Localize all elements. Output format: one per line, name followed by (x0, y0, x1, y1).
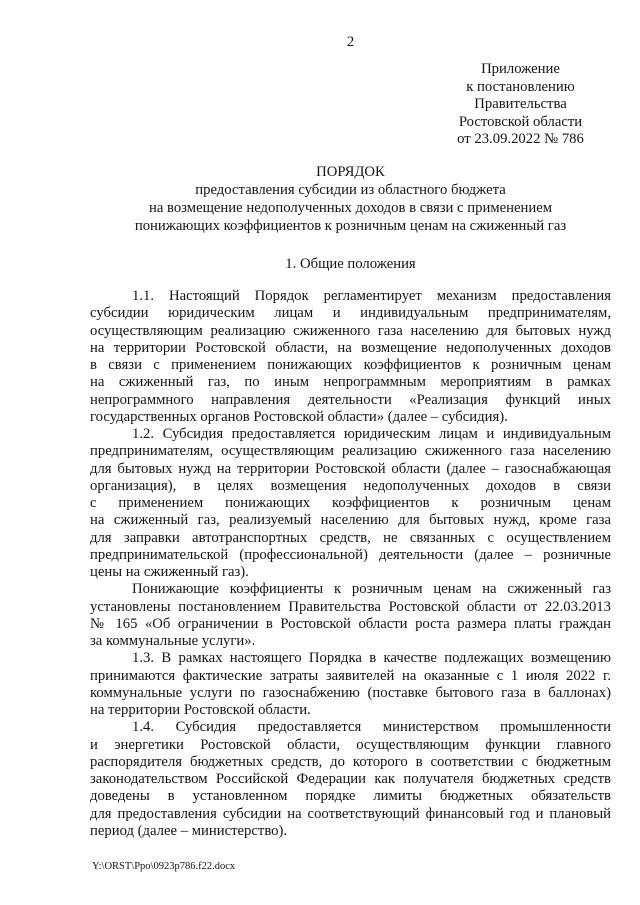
paragraph-1-1 (90, 288, 611, 426)
footer-file-path: Y:\ORST\Ppo\0923p786.f22.docx (92, 861, 236, 872)
paragraph-line: распорядителя бюджетных средств, до которого в соответствии с бюджетным (90, 753, 611, 770)
document-subtitle-line: понижающих коэффициентов к розничным ценам на сжиженный газ (134, 218, 567, 234)
paragraph-line: для бытовых нужд на территории Ростовской области (далее – газоснабжающая (90, 460, 611, 477)
paragraph-line: для заправки автотранспортных средств, не связанных с осуществлением (90, 529, 611, 546)
document-title: ПОРЯДОК (316, 164, 385, 180)
approval-line: к постановлению (466, 78, 575, 95)
paragraph-line: цены на сжиженный газ). (90, 564, 249, 580)
paragraph-line: с применением понижающих коэффициентов к розничным ценам (90, 495, 611, 511)
paragraph-line: и энергетики Ростовской области, осуществляющим функции главного (90, 736, 611, 753)
approval-line: Ростовской области (458, 113, 583, 130)
paragraph-line: в связи с применением понижающих коэффициентов к розничным ценам (90, 357, 611, 373)
paragraph-line: на сжиженный газ, реализуемый населению для бытовых нужд, кроме газа (90, 512, 611, 529)
paragraph-1-2 (90, 426, 611, 581)
paragraph-coefficients (90, 581, 611, 650)
paragraph-line: коммунальные услуги по газоснабжению (поставке бытового газа в баллонах) (90, 684, 611, 701)
paragraph-line: предпринимателям, осуществляющим реализацию сжиженного газа населению (90, 443, 611, 460)
paragraph-line: на территории Ростовской области. (90, 702, 311, 718)
page-number: 2 (346, 34, 355, 50)
document-title-block (90, 163, 611, 235)
approval-line: Правительства (474, 96, 567, 112)
paragraph-line: период (далее – министерство). (90, 822, 288, 839)
paragraph-line: на территории Ростовской области, на возмещение недополученных доходов (90, 339, 611, 356)
paragraph-line: для предоставления субсидии на соответствующий финансовый год и плановый (90, 805, 611, 822)
section-body (90, 288, 611, 840)
approval-line: Приложение (481, 61, 560, 77)
paragraph-line: субсидии юридическим лицам и индивидуальным предпринимателям, (90, 305, 611, 322)
paragraph-1-3 (90, 650, 611, 719)
approval-date-number: от 23.09.2022 № 786 (457, 131, 584, 147)
paragraph-line: законодательством Российской Федерации как получателя бюджетных средств (90, 771, 611, 787)
paragraph-line: 1.3. В рамках настоящего Порядка в качестве подлежащих возмещению (132, 650, 611, 667)
paragraph-line: доведены в установленном порядке лимиты бюджетных обязательств (90, 788, 611, 805)
paragraph-line: организация), в целях возмещения недополученных доходов в связи (90, 477, 611, 494)
document-subtitle-line: предоставления субсидии из областного бюджета (195, 182, 506, 198)
section-heading: 1. Общие положения (285, 256, 416, 272)
paragraph-line: принимаются фактические затраты заявителей на оказанные с 1 июля 2022 г. (90, 667, 611, 684)
paragraph-line: 1.1. Настоящий Порядок регламентирует механизм предоставления (132, 288, 611, 304)
paragraph-line: Понижающие коэффициенты к розничным ценам на сжиженный газ (132, 581, 611, 598)
paragraph-line: за коммунальные услуги». (90, 633, 256, 649)
paragraph-line: предпринимательской (профессиональной) деятельности (далее – розничные (90, 546, 611, 563)
paragraph-line: 1.4. Субсидия предоставляется министерством промышленности (132, 719, 611, 736)
paragraph-line: 1.2. Субсидия предоставляется юридическим лицам и индивидуальным (132, 426, 611, 442)
paragraph-line: государственных органов Ростовской области» (далее – субсидия). (90, 408, 508, 425)
approval-block (430, 61, 611, 149)
paragraph-line: на сжиженный газ, по иным непрограммным мероприятиям в рамках (90, 374, 611, 391)
paragraph-line: установлены постановлением Правительства Ростовской области от 22.03.2013 (90, 598, 611, 615)
paragraph-line: осуществляющим реализацию сжиженного газа населению для бытовых нужд (90, 322, 611, 339)
document-subtitle-line: на возмещение недополученных доходов в связи с применением (148, 200, 553, 216)
paragraph-1-4 (90, 719, 611, 840)
paragraph-line: № 165 «Об ограничении в Ростовской области роста размера платы граждан (90, 615, 611, 632)
paragraph-line: непрограммного направления деятельности «Реализация функций иных (90, 391, 611, 408)
